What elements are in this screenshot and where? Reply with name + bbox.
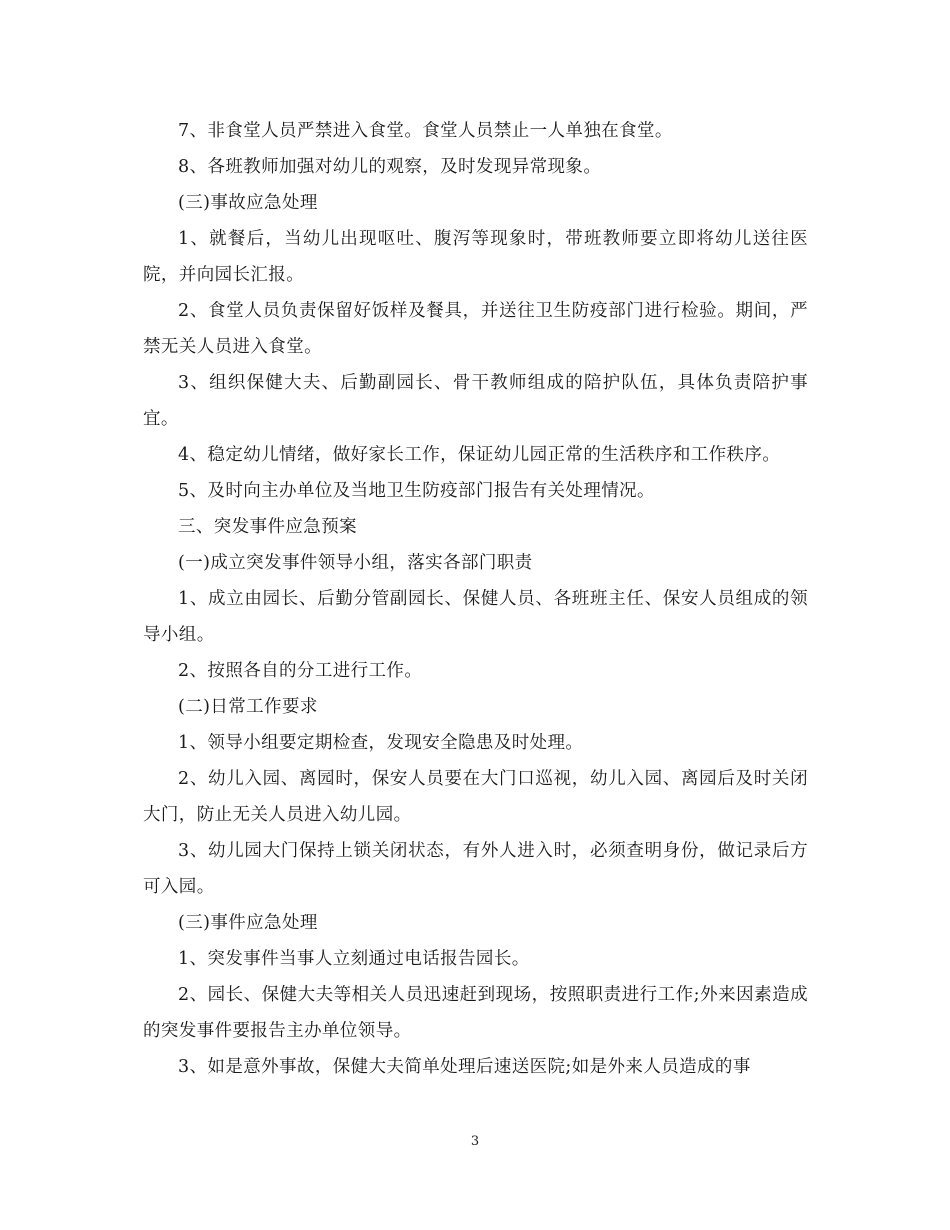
paragraph: 5、及时向主办单位及当地卫生防疫部门报告有关处理情况。 xyxy=(178,481,655,501)
chapter-heading: 三、突发事件应急预案 xyxy=(178,517,357,537)
paragraph: 2、幼儿入园、离园时，保安人员要在大门口巡视，幼儿入园、离园后及时关闭大门，防止无关人员进入幼儿园。 xyxy=(143,769,808,825)
paragraph: 3、组织保健大夫、后勤副园长、骨干教师组成的陪护队伍，具体负责陪护事宜。 xyxy=(143,373,808,429)
paragraph: 7、非食堂人员严禁进入食堂。食堂人员禁止一人单独在食堂。 xyxy=(178,121,673,141)
section-heading: (三)事件应急处理 xyxy=(178,913,318,933)
section-heading: (三)事故应急处理 xyxy=(178,193,318,213)
document-body xyxy=(143,113,808,1085)
paragraph: 2、按照各自的分工进行工作。 xyxy=(178,661,423,681)
paragraph: 2、食堂人员负责保留好饭样及餐具，并送往卫生防疫部门进行检验。期间，严禁无关人员进入食堂。 xyxy=(143,301,808,357)
paragraph: 4、稳定幼儿情绪，做好家长工作，保证幼儿园正常的生活秩序和工作秩序。 xyxy=(178,445,781,465)
section-heading: (二)日常工作要求 xyxy=(178,697,318,717)
paragraph: 1、突发事件当事人立刻通过电话报告园长。 xyxy=(178,949,530,969)
paragraph: 2、园长、保健大夫等相关人员迅速赶到现场，按照职责进行工作;外来因素造成的突发事件要报告主办单位领导。 xyxy=(143,985,808,1041)
paragraph: 1、领导小组要定期检查，发现安全隐患及时处理。 xyxy=(178,733,584,753)
paragraph: 8、各班教师加强对幼儿的观察，及时发现异常现象。 xyxy=(178,157,602,177)
paragraph: 1、就餐后，当幼儿出现呕吐、腹泻等现象时，带班教师要立即将幼儿送往医院，并向园长汇报。 xyxy=(143,229,808,285)
paragraph: 3、幼儿园大门保持上锁关闭状态，有外人进入时，必须查明身份，做记录后方可入园。 xyxy=(143,841,808,897)
paragraph: 1、成立由园长、后勤分管副园长、保健人员、各班班主任、保安人员组成的领导小组。 xyxy=(143,589,808,645)
page-number: 3 xyxy=(470,1134,480,1149)
paragraph: 3、如是意外事故，保健大夫简单处理后速送医院;如是外来人员造成的事 xyxy=(178,1057,751,1077)
section-heading: (一)成立突发事件领导小组，落实各部门职责 xyxy=(178,553,533,573)
